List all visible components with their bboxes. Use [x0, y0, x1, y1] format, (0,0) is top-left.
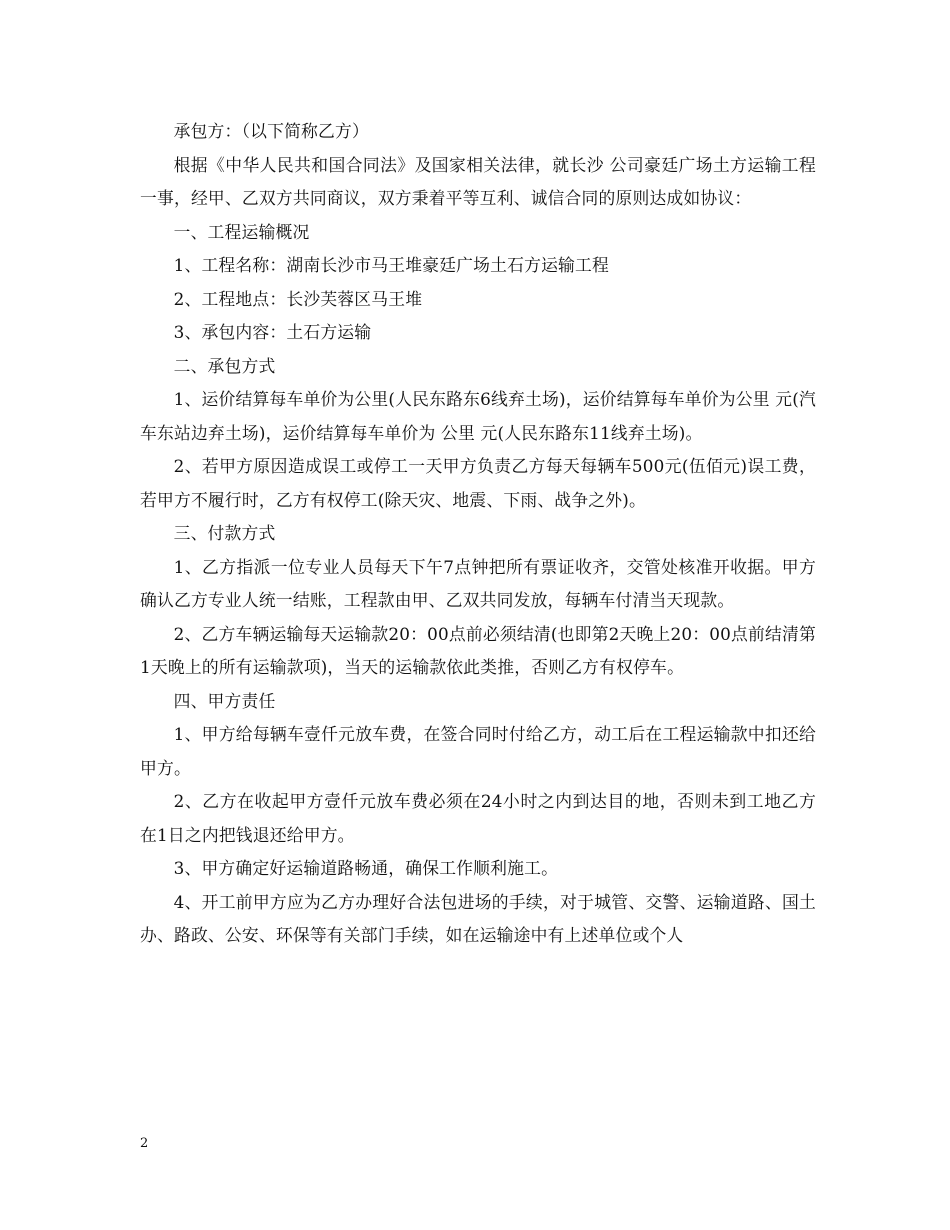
paragraph-payment-settlement: 2、乙方车辆运输每天运输款20：00点前必须结清(也即第2天晚上20：00点前结清第1天晚上的所有运输款项)，当天的运输款依此类推，否则乙方有权停车。: [140, 623, 816, 677]
paragraph-permits: 4、开工前甲方应为乙方办理好合法包进场的手续，对于城管、交警、运输道路、国土办、路政、公安、环保等有关部门手续，如在运输途中有上述单位或个人: [140, 891, 816, 945]
heading-contract-method: 二、承包方式: [173, 355, 276, 376]
paragraph-contract-scope: 3、承包内容：土石方运输: [173, 322, 372, 342]
paragraph-delay-compensation: 2、若甲方原因造成误工或停工一天甲方负责乙方每天每辆车500元(伍佰元)误工费，若甲方不履行时，乙方有权停工(除天灾、地震、下雨、战争之外)。: [140, 456, 816, 510]
heading-project-overview: 一、工程运输概况: [173, 221, 310, 242]
paragraph-payment-receipts: 1、乙方指派一位专业人员每天下午7点钟把所有票证收齐，交管处核准开收据。甲方确认乙方专业人统一结账，工程款由甲、乙双共同发放，每辆车付清当天现款。: [140, 556, 816, 610]
paragraph-refund-rule: 2、乙方在收起甲方壹仟元放车费必须在24小时之内到达目的地，否则未到工地乙方在1日之内把钱退还给甲方。: [140, 791, 816, 845]
paragraph-contractor: 承包方：（以下简称乙方）: [173, 121, 369, 141]
document-body: [140, 115, 816, 953]
paragraph-preamble: 根据《中华人民共和国合同法》及国家相关法律，就长沙 公司豪廷广场土方运输工程一事，经甲、乙双方共同商议，双方秉着平等互利、诚信合同的原则达成如协议：: [140, 154, 816, 208]
heading-payment-method: 三、付款方式: [173, 523, 276, 543]
heading-party-a-responsibilities: 四、甲方责任: [173, 690, 276, 711]
paragraph-pricing: 1、运价结算每车单价为公里(人民东路东6线弃土场)，运价结算每车单价为公里 元(汽车东站边弃土场)，运价结算每车单价为 公里 元(人民东路东11线弃土场)。: [140, 389, 816, 443]
page-number: 2: [140, 1136, 149, 1151]
paragraph-road-access: 3、甲方确定好运输道路畅通，确保工作顺利施工。: [173, 858, 559, 878]
paragraph-release-fee: 1、甲方给每辆车壹仟元放车费，在签合同时付给乙方，动工后在工程运输款中扣还给甲方。: [140, 724, 816, 778]
paragraph-project-location: 2、工程地点：长沙芙蓉区马王堆: [173, 288, 423, 309]
paragraph-project-name: 1、工程名称：湖南长沙市马王堆豪廷广场土石方运输工程: [173, 255, 610, 275]
